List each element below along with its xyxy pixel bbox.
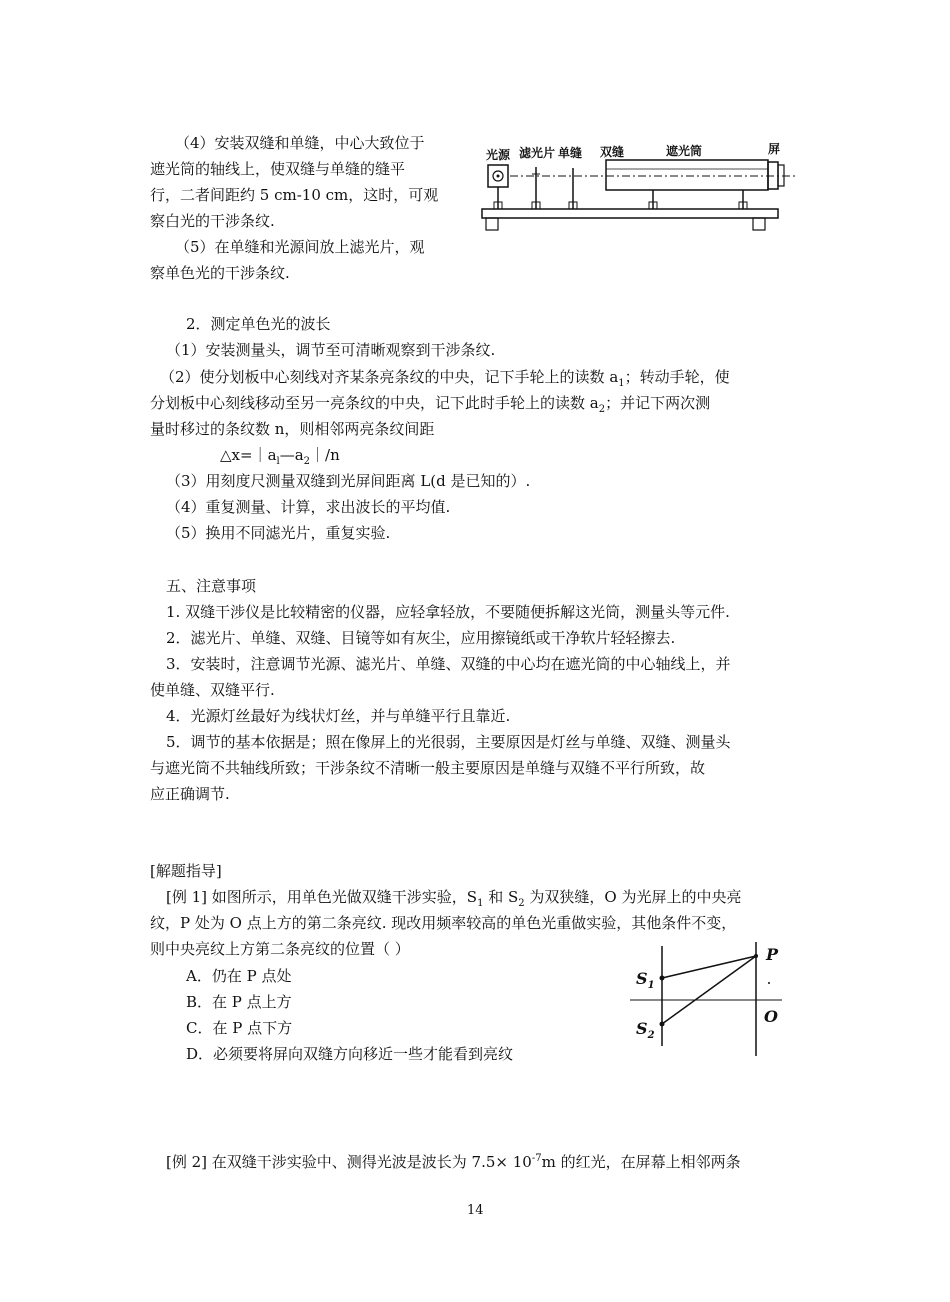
note-1: 1. 双缝干涉仪是比较精密的仪器，应轻拿轻放，不要随便拆解这光筒，测量头等元件. — [166, 603, 730, 621]
install-p4-line-3: 行，二者间距约 5 cm-10 cm，这时，可观 — [150, 186, 439, 204]
label-p: P — [766, 945, 779, 964]
measure-heading: 2．测定单色光的波长 — [186, 315, 331, 333]
point-p-dot — [754, 954, 758, 958]
option-b: B．在 P 点上方 — [186, 993, 292, 1011]
install-p4-line-2: 遮光筒的轴线上，使双缝与单缝的缝平 — [150, 160, 406, 178]
install-p5-line-2: 察单色光的干涉条纹. — [150, 264, 290, 282]
note-4: 4．光源灯丝最好为线状灯丝，并与单缝平行且靠近. — [166, 707, 511, 725]
base-rail — [482, 209, 778, 218]
light-tube — [606, 160, 768, 190]
note-5-line-2: 与遮光筒不共轴线所致；干涉条纹不清晰一般主要原因是单缝与双缝不平行所致，故 — [150, 759, 706, 777]
install-p4-line-4: 察白光的干涉条纹. — [150, 212, 275, 230]
example-1-line-1: [例 1] 如图所示，用单色光做双缝干涉实验，$S_1$ 和 $S_2$ 为双狭缝，O 为光屏上的中央亮 — [166, 888, 742, 909]
apparatus-figure — [478, 132, 803, 242]
example-1-line-3: 则中央亮纹上方第二条亮纹的位置（ ） — [150, 940, 410, 958]
measure-step-4: （4）重复测量、计算，求出波长的平均值. — [166, 498, 451, 516]
note-5-line-1: 5．调节的基本依据是；照在像屏上的光很弱，主要原因是灯丝与单缝、双缝、测量头 — [166, 733, 731, 751]
label-o: O — [764, 1007, 778, 1026]
label-screen: 屏 — [768, 142, 781, 156]
measure-step-5: （5）换用不同滤光片，重复实验. — [166, 524, 391, 542]
measure-step-3: （3）用刻度尺测量双缝到光屏间距离 L(d 是已知的）. — [166, 472, 531, 490]
measure-step-2-line-2: 分划板中心刻线移动至另一亮条纹的中央，记下此时手轮上的读数 $a_2$；并记下两次测 — [150, 394, 711, 415]
measure-step-2-line-3: 量时移过的条纹数 n，则相邻两亮条纹间距 — [150, 420, 435, 438]
label-filter: 滤光片 — [519, 146, 556, 160]
slit-s2-dot — [660, 1022, 665, 1027]
install-p4-line-1: （4）安装双缝和单缝，中心大致位于 — [175, 134, 425, 152]
note-2: 2．滤光片、单缝、双缝、目镜等如有灰尘，应用擦镜纸或干净软片轻轻擦去. — [166, 629, 676, 647]
guide-heading: [解题指导] — [150, 862, 222, 880]
slit-s1-dot — [660, 976, 665, 981]
note-3-line-2: 使单缝、双缝平行. — [150, 681, 275, 699]
measure-step-2-line-1: （2）使分划板中心刻线对齐某条亮条纹的中央，记下手轮上的读数 $a_1$；转动手轮，使 — [160, 368, 730, 389]
example-1-line-2: 纹，P 处为 O 点上方的第二条亮纹. 现改用频率较高的单色光重做实验，其他条件不变， — [150, 914, 737, 932]
notes-heading: 五、注意事项 — [166, 577, 257, 595]
option-c: C．在 P 点下方 — [186, 1019, 293, 1037]
ray-s2-p — [662, 956, 756, 1024]
label-double-slit: 双缝 — [600, 145, 625, 159]
install-p5-line-1: （5）在单缝和光源间放上滤光片，观 — [175, 238, 425, 256]
example-2-line-1: [例 2] 在双缝干涉实验中、测得光波是波长为 $7.5\times 10^{-7}m$ 的红光，在屏幕上相邻两条 — [166, 1153, 741, 1171]
option-a: A．仍在 P 点处 — [186, 967, 292, 985]
double-slit-figure — [630, 938, 790, 1060]
label-s2: $S_2$ — [636, 1019, 655, 1041]
measure-formula: $\triangle x=|a_l—a_2|/n$ — [220, 446, 340, 467]
label-tube: 遮光筒 — [666, 144, 703, 158]
page-number: 14 — [467, 1203, 484, 1218]
label-s1: $S_1$ — [636, 969, 655, 991]
option-d: D．必须要将屏向双缝方向移近一些才能看到亮纹 — [186, 1045, 514, 1063]
label-light-source: 光源 — [486, 148, 511, 162]
note-3-line-1: 3．安装时，注意调节光源、滤光片、单缝、双缝的中心均在遮光筒的中心轴线上，并 — [166, 655, 731, 673]
label-single-slit: 单缝 — [558, 146, 583, 160]
note-5-line-3: 应正确调节. — [150, 785, 230, 803]
measure-step-1: （1）安装测量头，调节至可清晰观察到干涉条纹. — [166, 341, 496, 359]
